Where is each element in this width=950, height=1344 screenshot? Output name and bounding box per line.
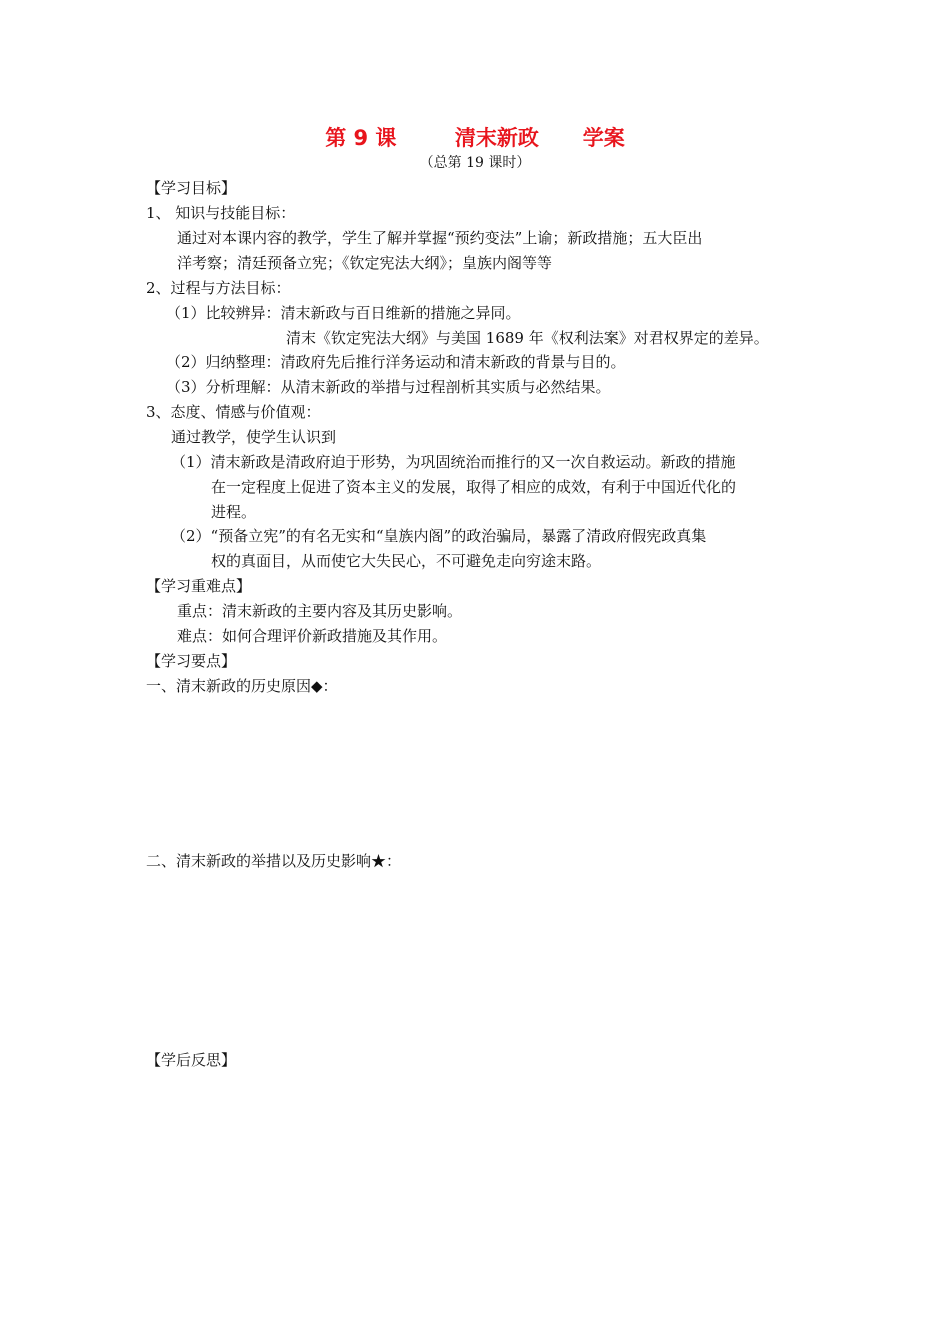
lesson-hours-subtitle: （总第 19 课时）: [419, 155, 531, 171]
attitude-item1-line3: 进程。: [211, 503, 257, 521]
process-item1-line2: 清末《钦定宪法大纲》与美国 1689 年《权利法案》对君权界定的差异。: [286, 329, 769, 347]
key-focus: 重点：清末新政的主要内容及其历史影响。: [177, 602, 463, 620]
point-measures-impact: 二、清末新政的举措以及历史影响★：: [146, 852, 402, 870]
reflection-heading: 【学后反思】: [146, 1051, 237, 1069]
attitude-item2-line1: （2）“预备立宪”的有名无实和“皇族内阁”的政治骗局，暴露了清政府假宪政真集: [171, 527, 707, 545]
knowledge-skills-heading: 1、 知识与技能目标：: [146, 204, 296, 222]
attitude-values-heading: 3、态度、情感与价值观：: [146, 403, 321, 421]
process-method-heading: 2、过程与方法目标：: [146, 279, 291, 297]
knowledge-skills-text-line1: 通过对本课内容的教学，学生了解并掌握“预约变法”上谕；新政措施；五大臣出: [177, 229, 703, 247]
attitude-item2-line2: 权的真面目，从而使它大失民心，不可避免走向穷途末路。: [211, 552, 602, 570]
knowledge-skills-text-line2: 洋考察；清廷预备立宪；《钦定宪法大纲》；皇族内阁等等: [177, 254, 553, 272]
attitude-item1-line2: 在一定程度上促进了资本主义的发展，取得了相应的成效，有利于中国近代化的: [211, 478, 737, 496]
learning-points-heading: 【学习要点】: [146, 652, 237, 670]
goals-heading: 【学习目标】: [146, 179, 237, 197]
process-item1-line1: （1）比较辨异：清末新政与百日维新的措施之异同。: [166, 304, 521, 322]
key-difficulty: 难点：如何合理评价新政措施及其作用。: [177, 627, 448, 645]
process-item2: （2）归纳整理：清政府先后推行洋务运动和清末新政的背景与目的。: [166, 353, 626, 371]
point-historical-causes: 一、清末新政的历史原因◆：: [146, 677, 338, 695]
attitude-values-intro: 通过教学，使学生认识到: [171, 428, 337, 446]
process-item3: （3）分析理解：从清末新政的举措与过程剖析其实质与必然结果。: [166, 378, 611, 396]
attitude-item1-line1: （1）清末新政是清政府迫于形势，为巩固统治而推行的又一次自救运动。新政的措施: [171, 453, 736, 471]
key-difficulty-heading: 【学习重难点】: [146, 577, 252, 595]
document-title: 第 9 课 清末新政 学案: [325, 126, 625, 150]
